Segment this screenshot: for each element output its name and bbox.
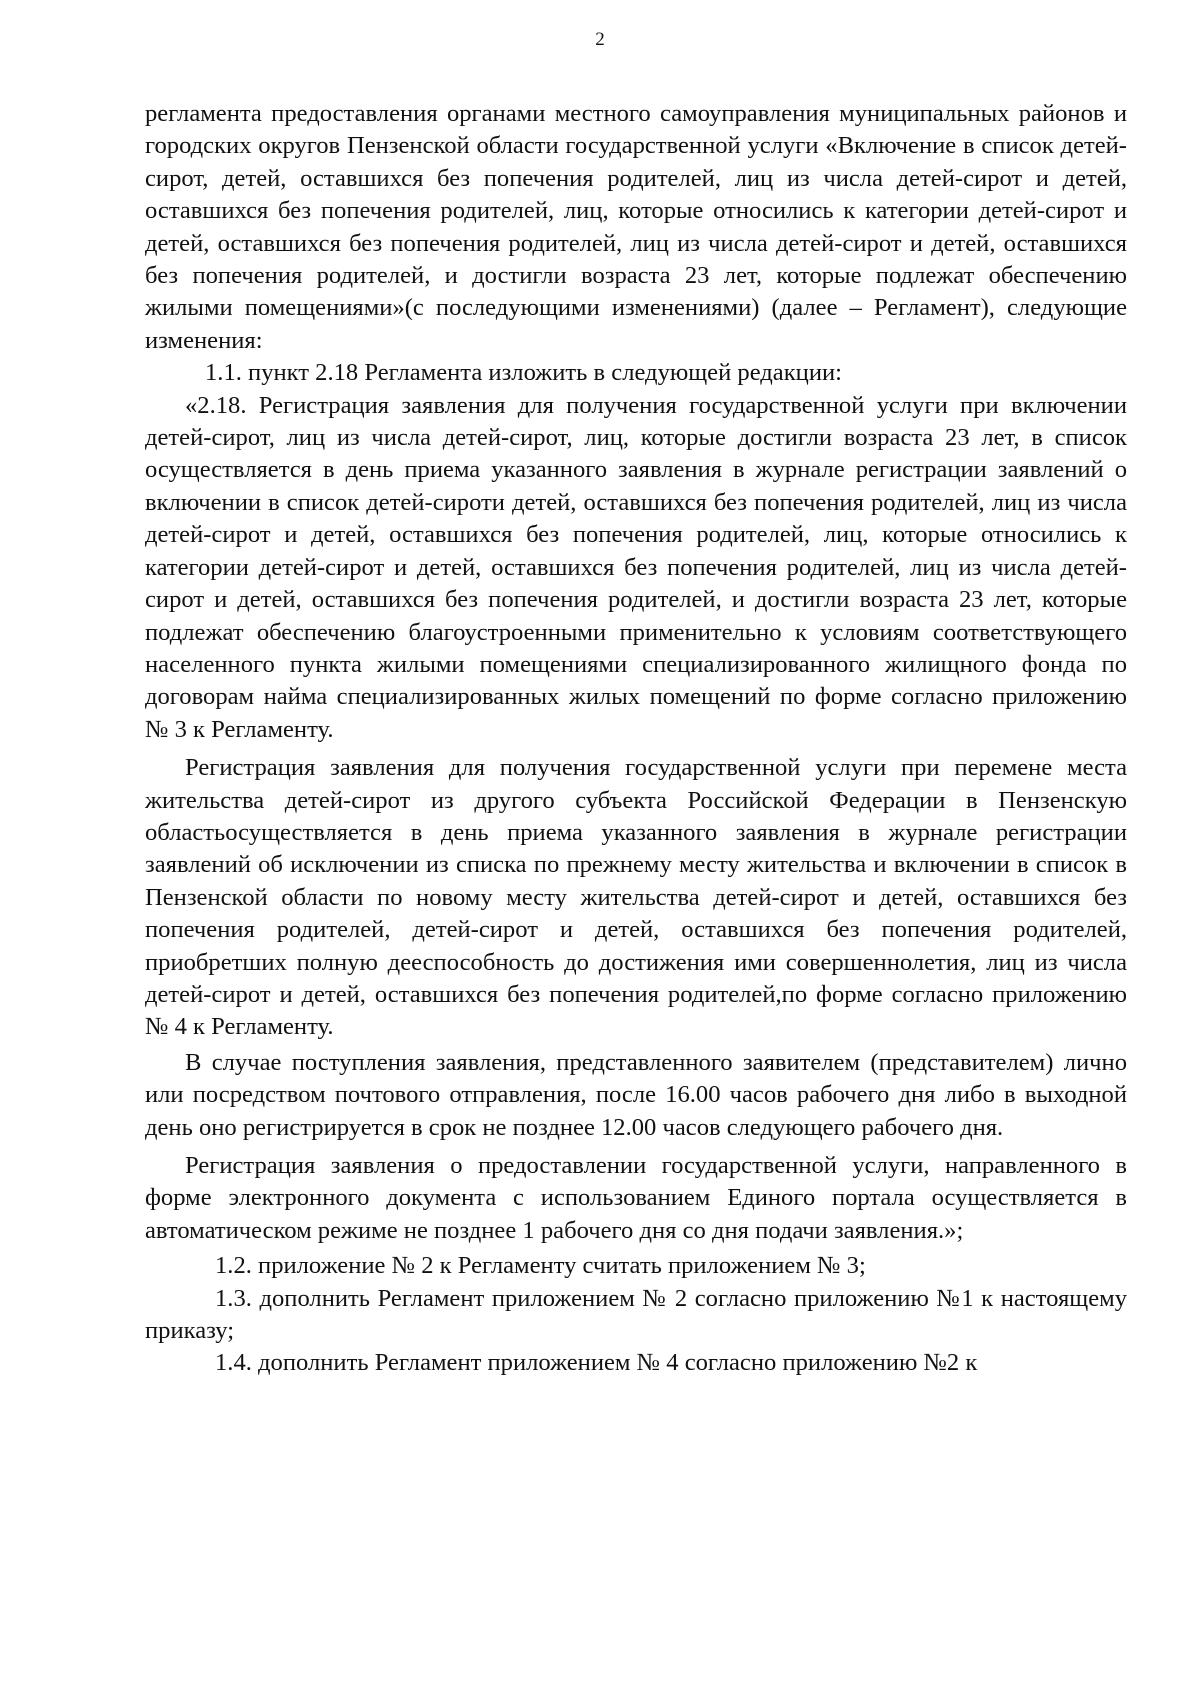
paragraph-clause-2-18: «2.18. Регистрация заявления для получения государственной услуги при включении детей-сирот, лиц из числа детей-сирот, лиц, которые достигли возраста 23 лет, в список осуществляется в день приема указанного заявления в журнале регистрации заявлений о включении в список детей-сироти детей, оставшихся без попечения родителей, лиц из числа детей-сирот и детей, оставшихся без попечения родителей, лиц, которые относились к категории детей-сирот и детей, оставшихся без попечения родителей, лиц из числа детей-сирот и детей, оставшихся без попечения родителей, и достигли возраста 23 лет, которые подлежат обеспечению благоустроенными применительно к условиям соответствующего населенного пункта жилыми помещениями специализированного жилищного фонда по договорам найма специализированных жилых помещений по форме согласно приложению № 3 к Регламенту. (145, 391, 1127, 743)
paragraph-late-submission: В случае поступления заявления, представленного заявителем (представителем) лично или посредством почтового отправления, после 16.00 часов рабочего дня либо в выходной день оно регистрируется в срок не позднее 12.00 часов следующего рабочего дня. (145, 1048, 1127, 1141)
document-body (145, 98, 1127, 1380)
paragraph-item-1-1: 1.1. пункт 2.18 Регламента изложить в следующей редакции: (205, 359, 842, 387)
paragraph-item-1-3: 1.3. дополнить Регламент приложением № 2 согласно приложению №1 к настоящему приказу; (145, 1284, 1127, 1345)
paragraph-regulation-intro: регламента предоставления органами местного самоуправления муниципальных районов и городских округов Пензенской области государственной услуги «Включение в список детей-сирот, детей, оставшихся без попечения родителей, лиц из числа детей-сирот и детей, оставшихся без попечения родителей, лиц, которые относились к категории детей-сирот и детей, оставшихся без попечения родителей, лиц из числа детей-сирот и детей, оставшихся без попечения родителей, и достигли возраста 23 лет, которые подлежат обеспечению жилыми помещениями»(с последующими изменениями) (далее – Регламент), следующие изменения: (145, 100, 1127, 354)
paragraph-registration-relocation: Регистрация заявления для получения государственной услуги при перемене места жительства детей-сирот из другого субъекта Российской Федерации в Пензенскую областьосуществляется в день приема указанного заявления в журнале регистрации заявлений об исключении из списка по прежнему месту жительства и включении в список в Пензенской области по новому месту жительства детей-сирот и детей, оставшихся без попечения родителей, детей-сирот и детей, оставшихся без попечения родителей, приобретших полную дееспособность до достижения ими совершеннолетия, лиц из числа детей-сирот и детей, оставшихся без попечения родителей,по форме согласно приложению № 4 к Регламенту. (145, 754, 1127, 1041)
page-number: 2 (595, 29, 605, 50)
paragraph-electronic-registration: Регистрация заявления о предоставлении государственной услуги, направленного в форме электронного документа с использованием Единого портала осуществляется в автоматическом режиме не позднее 1 рабочего дня со дня подачи заявления.»; (145, 1152, 1127, 1244)
paragraph-item-1-4: 1.4. дополнить Регламент приложением № 4 согласно приложению №2 к (215, 1349, 978, 1377)
paragraph-item-1-2: 1.2. приложение № 2 к Регламенту считать приложением № 3; (215, 1252, 866, 1280)
